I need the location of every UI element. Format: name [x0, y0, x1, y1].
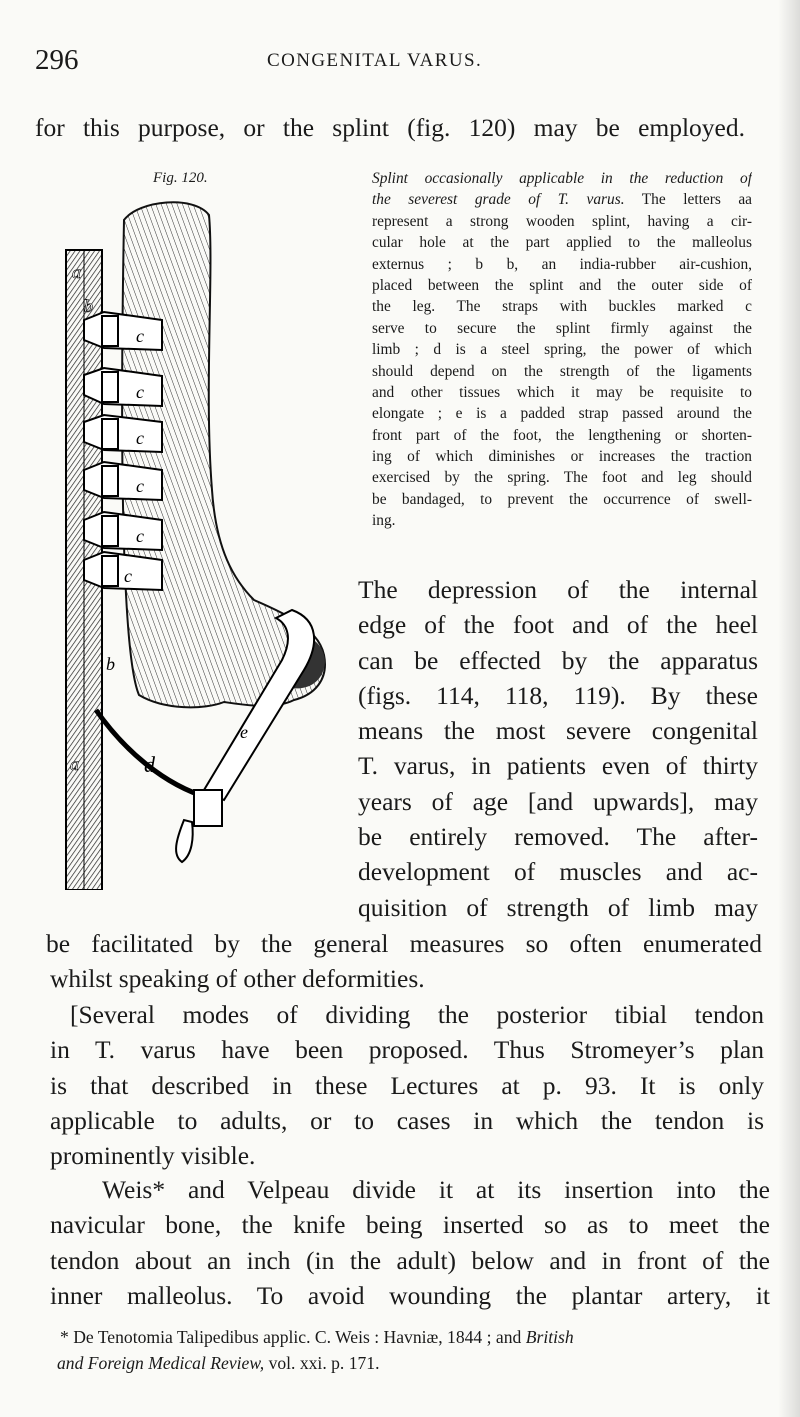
letter-c-3: c	[136, 428, 144, 448]
text-line: inner malleolus. To avoid wounding the plantar artery, it	[50, 1280, 770, 1310]
paragraph-1-full	[46, 926, 762, 997]
text-line: be facilitated by the general measures so often enumerated	[46, 929, 762, 958]
bottom-buckle	[194, 790, 222, 826]
strap-1	[84, 312, 162, 350]
caption-line: placed between the splint and the outer side of	[372, 276, 752, 294]
caption-line: be bandaged, to prevent the occurrence of swell-	[372, 490, 752, 508]
figure-label: Fig. 120.	[153, 170, 208, 186]
caption-italic-1: Splint occasionally applicable in the reduction of	[372, 170, 752, 187]
page-number: 296	[35, 44, 79, 76]
footnote-ref: vol. xxi. p. 171.	[268, 1352, 380, 1373]
letter-a-top: a	[72, 262, 81, 282]
text-line: is that described in these Lectures at p. 93. It is only	[50, 1070, 764, 1100]
caption-line: ing.	[372, 512, 396, 530]
letter-c-6: c	[124, 566, 132, 586]
caption-line: elongate ; e is a padded strap passed around the	[372, 405, 752, 423]
text-line: edge of the foot and of the heel	[358, 610, 758, 640]
strap-tip	[176, 820, 193, 862]
caption-line: cular hole at the part applied to the malleolus	[372, 234, 752, 252]
letter-c-5: c	[136, 526, 144, 546]
text-line: whilst speaking of other deformities.	[50, 964, 425, 994]
text-line: [Several modes of dividing the posterior tibial tendon	[70, 1000, 764, 1029]
footnote	[57, 1325, 772, 1377]
text-line: prominently visible.	[50, 1141, 256, 1171]
splint-illustration	[44, 190, 344, 890]
text-line: means the most severe congenital	[358, 716, 758, 746]
text-line: development of muscles and ac-	[358, 857, 758, 887]
strap-2	[84, 368, 162, 406]
paragraph-2	[50, 997, 764, 1173]
text-line: navicular bone, the knife being inserted so as to meet the	[50, 1210, 770, 1240]
letter-c-4: c	[136, 476, 144, 496]
text-line: years of age [and upwards], may	[358, 786, 758, 816]
text-line: T. varus, in patients even of thirty	[358, 751, 758, 781]
strap-5	[84, 512, 162, 550]
caption-line: limb ; d is a steel spring, the power of which	[372, 341, 752, 359]
caption-italic-2: the severest grade of T. varus.	[372, 191, 625, 209]
text-line: in T. varus have been proposed. Thus Stromeyer’s plan	[50, 1035, 764, 1065]
caption-line: exercised by the spring. The foot and leg should	[372, 469, 752, 487]
text-line: applicable to adults, or to cases in which the tendon is	[50, 1105, 764, 1135]
caption-line: the leg. The straps with buckles marked c	[372, 298, 752, 316]
caption-line: should depend on the strength of the ligaments	[372, 362, 752, 380]
letter-c-1: c	[136, 326, 144, 346]
paragraph-1-side	[358, 572, 758, 925]
opening-line: for this purpose, or the splint (fig. 120) may be employed.	[35, 113, 745, 142]
caption-text-2: The letters aa	[641, 191, 752, 209]
caption-line: ing of which diminishes or increases the traction	[372, 448, 752, 466]
running-head: CONGENITAL VARUS.	[267, 50, 483, 71]
text-line: tendon about an inch (in the adult) below and in front of the	[50, 1245, 770, 1275]
caption-line: and other tissues which it may be requisite to	[372, 383, 752, 401]
caption-line: represent a strong wooden splint, having a cir-	[372, 212, 752, 230]
strap-6	[84, 552, 162, 590]
text-line: can be effected by the apparatus	[358, 645, 758, 675]
figure-caption	[346, 168, 752, 532]
footnote-text: * De Tenotomia Talipedibus applic. C. Weis : Havniæ, 1844 ; and	[60, 1327, 522, 1347]
page-edge-shadow	[778, 0, 800, 1417]
strap-3	[84, 415, 162, 452]
letter-c-2: c	[136, 382, 144, 402]
letter-d: d	[144, 752, 155, 777]
text-line: The depression of the internal	[358, 575, 758, 604]
text-line: be entirely removed. The after-	[358, 822, 758, 852]
letter-b-bottom: b	[106, 654, 115, 674]
footnote-journal: British	[525, 1327, 574, 1347]
footnote-journal-cont: and Foreign Medical Review,	[57, 1352, 265, 1373]
text-line: Weis* and Velpeau divide it at its insertion into the	[102, 1175, 770, 1204]
letter-a-bottom: a	[70, 754, 79, 774]
caption-line: serve to secure the splint firmly against the	[372, 319, 752, 337]
caption-line: externus ; b b, an india-rubber air-cushion,	[372, 255, 752, 273]
page-header	[35, 44, 755, 78]
text-line: (figs. 114, 118, 119). By these	[358, 680, 758, 710]
strap-4	[84, 462, 162, 500]
paragraph-3	[50, 1172, 770, 1313]
caption-line: front part of the foot, the lengthening or shorten-	[372, 426, 752, 444]
letter-b-top: b	[84, 296, 93, 316]
letter-e: e	[240, 722, 248, 742]
text-line: quisition of strength of limb may	[358, 892, 758, 922]
